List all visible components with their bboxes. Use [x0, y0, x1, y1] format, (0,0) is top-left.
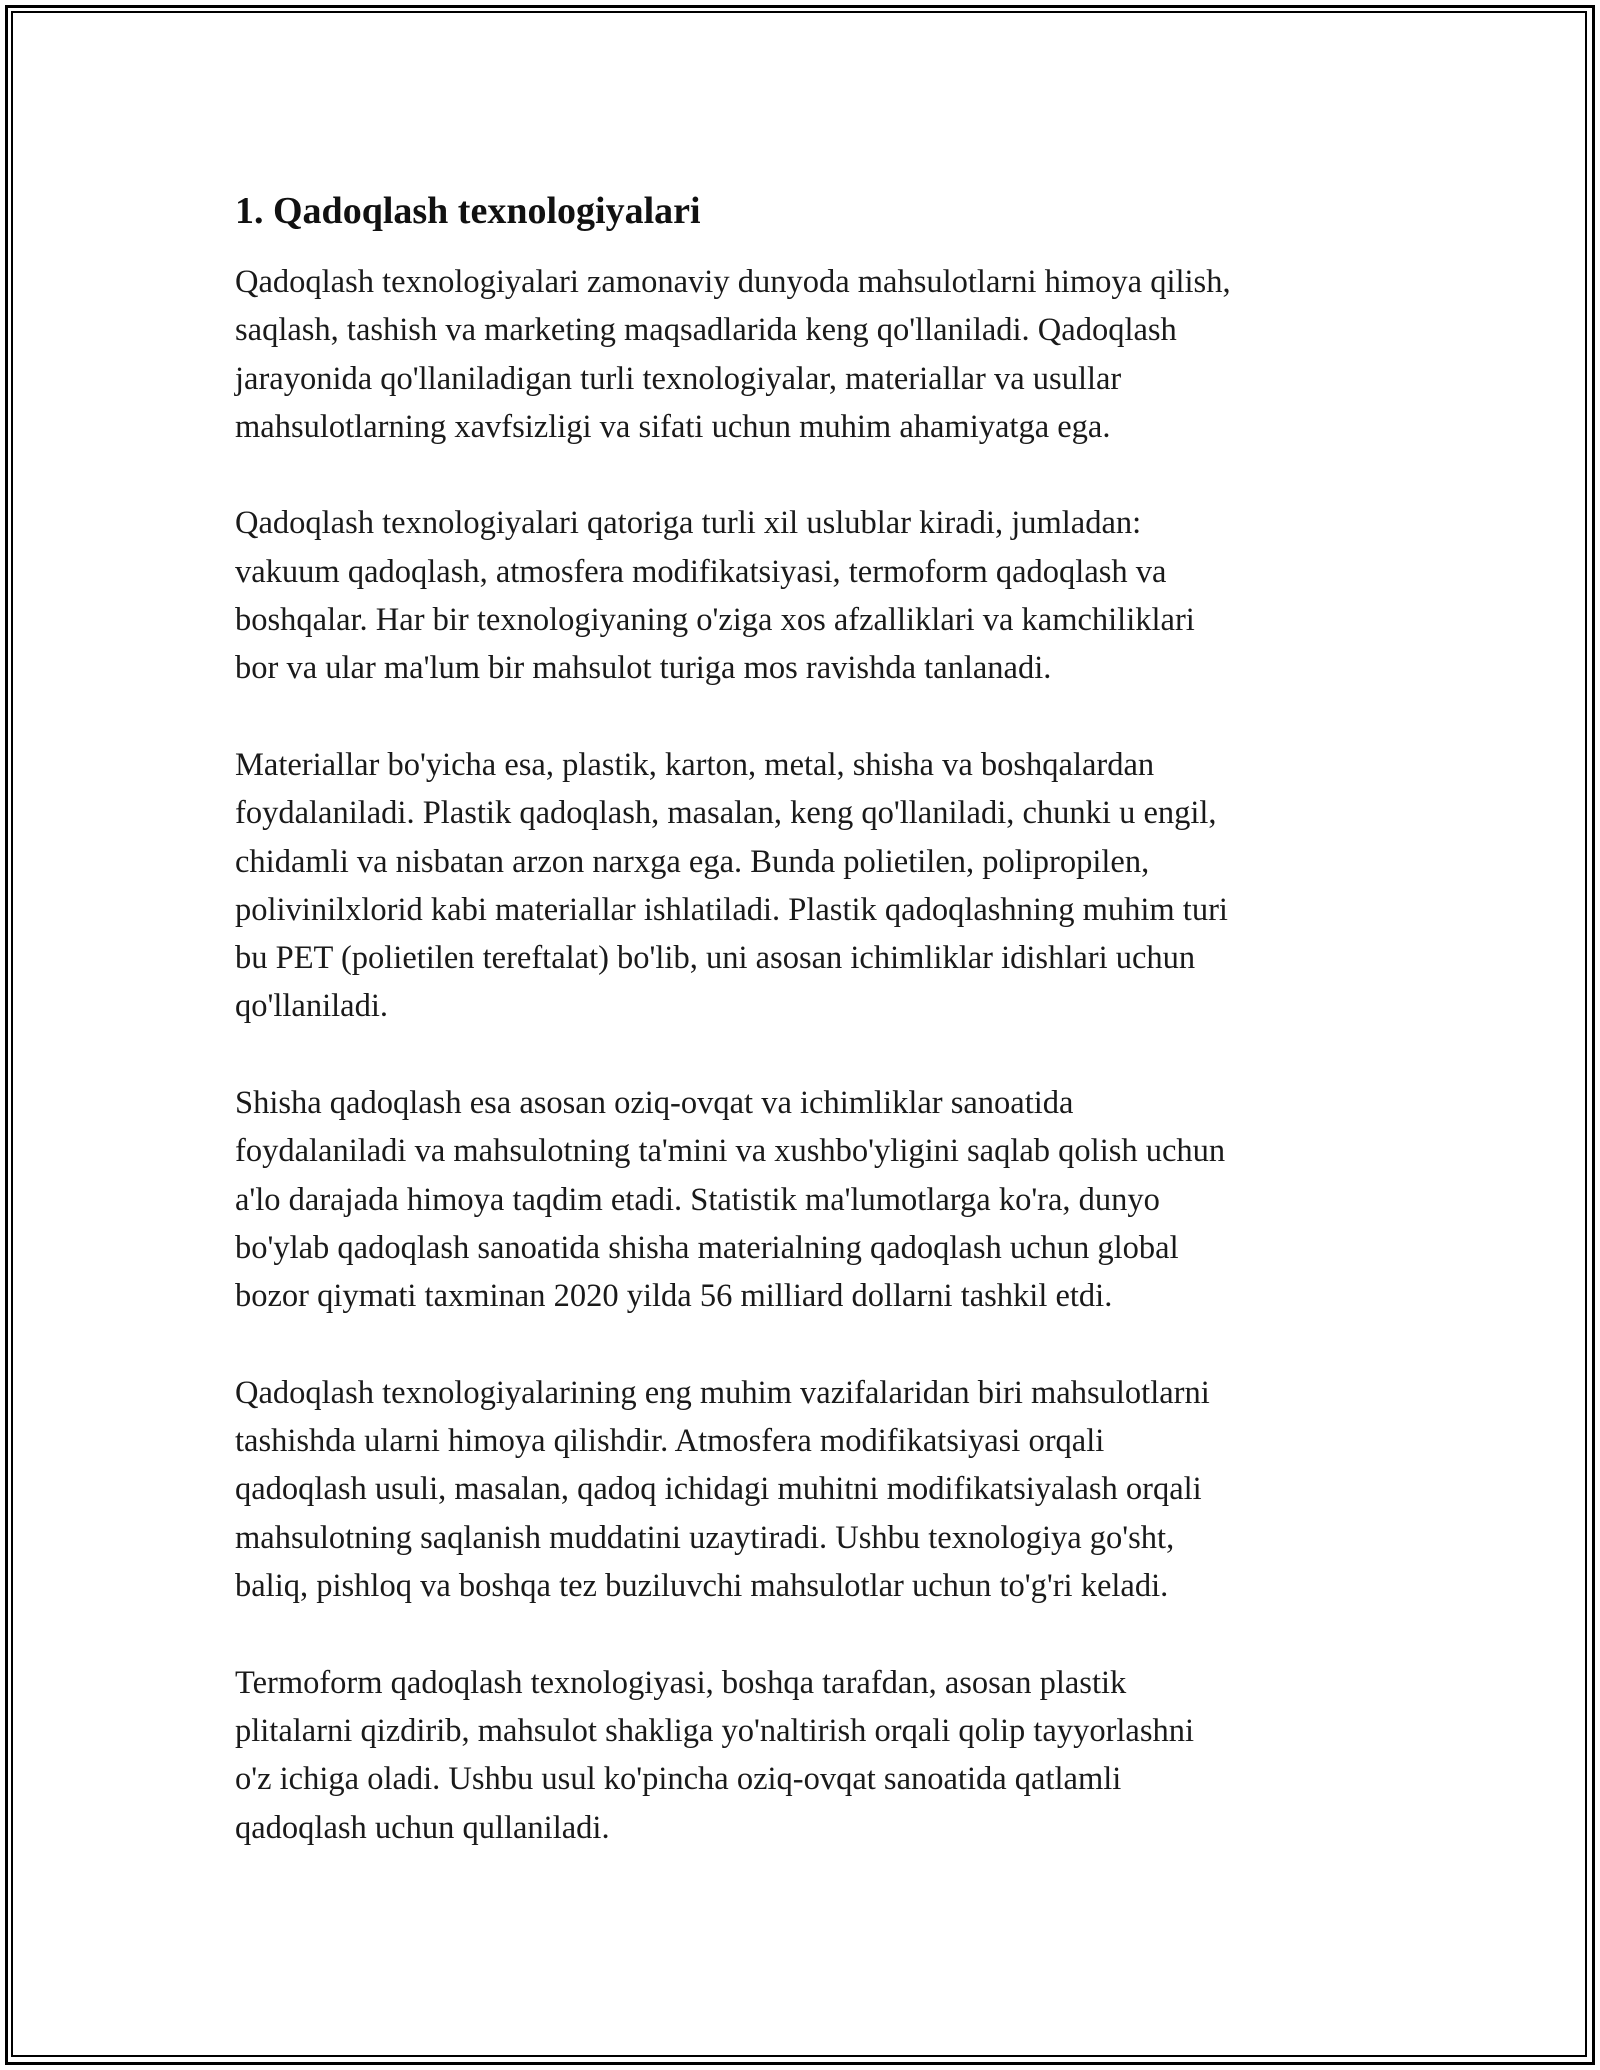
paragraph-intro: Qadoqlash texnologiyalari zamonaviy dunyoda mahsulotlarni himoya qilish, saqlash, tashish va marketing maqsadlarida keng qo'llaniladi. Qadoqlash jarayonida qo'llaniladigan turli texnologiyalar, materiallar va usullar mahsulotlarning xavfsizligi va sifati uchun muhim ahamiyatga ega. — [235, 264, 1231, 445]
paragraph-thermoform: Termoform qadoqlash texnologiyasi, boshqa tarafdan, asosan plastik plitalarni qizdirib, mahsulot shakliga yo'naltirish orqali qolip tayyorlashni o'z ichiga oladi. Ushbu usul ko'pincha oziq-ovqat sanoatida qatlamli qadoqlash uchun qullaniladi. — [235, 1664, 1195, 1846]
document-body — [235, 186, 1375, 1900]
paragraph-materials: Materiallar bo'yicha esa, plastik, karton, metal, shisha va boshqalardan foydalaniladi. Plastik qadoqlash, masalan, keng qo'llaniladi, chunki u engil, chidamli va nisbatan arzon narxga ega. Bunda polietilen, polipropilen, polivinilxlorid kabi materiallar ishlatiladi. Plastik qadoqlashning muhim turi bu PET (polietilen tereftalat) bo'lib, uni asosan ichimliklar idishlari uchun qo'llaniladi. — [235, 746, 1228, 1025]
paragraph-glass: Shisha qadoqlash esa asosan oziq-ovqat va ichimliklar sanoatida foydalaniladi va mahsulotning ta'mini va xushbo'yligini saqlab qolish uchun a'lo darajada himoya taqdim etadi. Statistik ma'lumotlarga ko'ra, dunyo bo'ylab qadoqlash sanoatida shisha materialning qadoqlash uchun global bozor qiymati taxminan 2020 yilda 56 milliard dollarni tashkil etdi. — [235, 1085, 1226, 1315]
paragraph-technologies: Qadoqlash texnologiyalari qatoriga turli xil uslublar kiradi, jumladan: vakuum qadoqlash, atmosfera modifikatsiyasi, termoform qadoqlash va boshqalar. Har bir texnologiyaning o'ziga xos afzalliklari va kamchiliklari bor va ular ma'lum bir mahsulot turiga mos ravishda tanlanadi. — [235, 505, 1195, 687]
section-heading: 1. Qadoqlash texnologiyalari — [235, 190, 701, 232]
paragraph-protection: Qadoqlash texnologiyalarining eng muhim vazifalaridan biri mahsulotlarni tashishda ularni himoya qilishdir. Atmosfera modifikatsiyasi orqali qadoqlash usuli, masalan, qadoq ichidagi muhitni modifikatsiyalash orqali mahsulotning saqlanish muddatini uzaytiradi. Ushbu texnologiya go'sht, baliq, pishloq va boshqa tez buziluvchi mahsulotlar uchun to'g'ri keladi. — [235, 1374, 1210, 1605]
